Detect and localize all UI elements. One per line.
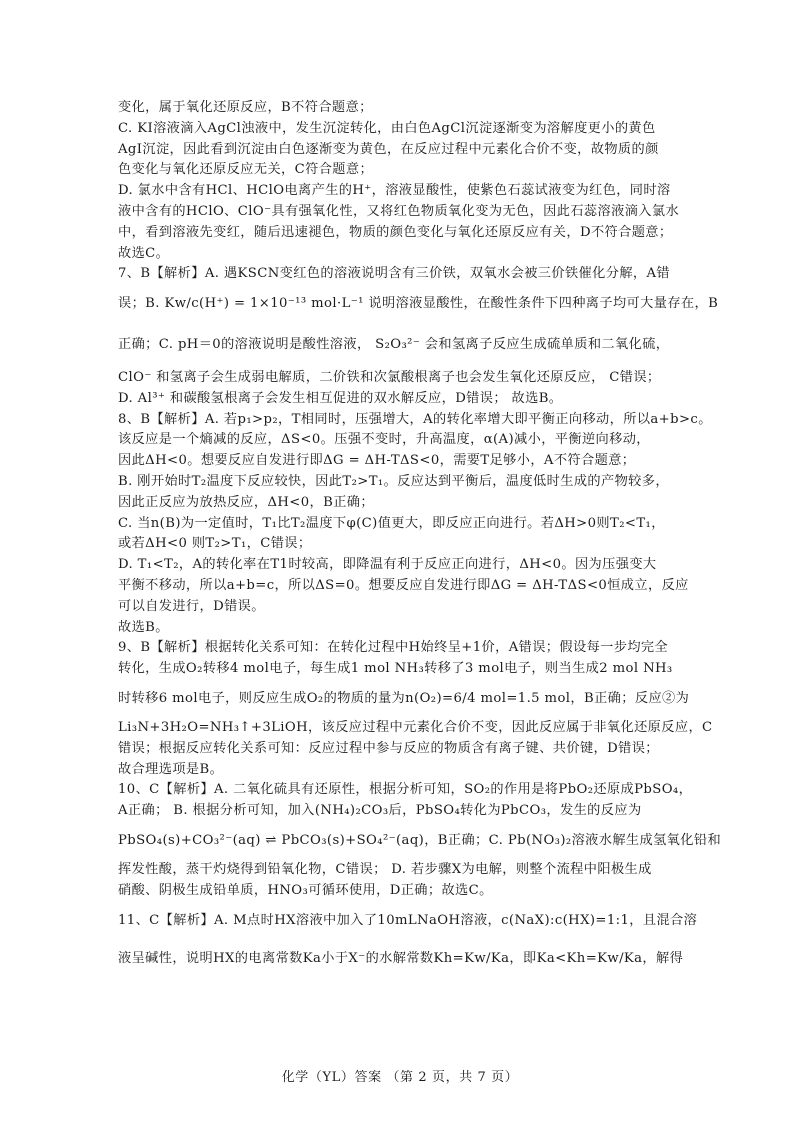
text-line: C. KI溶液滴入AgCl浊液中，发生沉淀转化，由白色AgCl沉淀逐渐变为溶解度更小的黄色 — [118, 120, 656, 136]
text-line: B. 刚开始时T₂温度下反应较快，因此T₂>T₁。反应达到平衡后，温度低时生成的产物较多， — [118, 473, 669, 489]
text-line: 变化，属于氧化还原反应，B不符合题意； — [118, 100, 373, 115]
text-line: 该反应是一个熵减的反应，ΔS<0。压强不变时，升高温度，α(A)减小，平衡逆向移动， — [118, 432, 650, 448]
text-line: 故合理选项是B。 — [118, 761, 224, 777]
text-line: AgI沉淀，因此看到沉淀由白色逐渐变为黄色，在反应过程中元素化合价不变，故物质的颜 — [118, 141, 659, 157]
text-line: 可以自发进行，D错误。 — [118, 598, 265, 614]
text-line: D. Al³⁺ 和碳酸氢根离子会发生相互促进的双水解反应，D错误； 故选B。 — [118, 390, 563, 406]
text-line: Li₃N+3H₂O=NH₃↑+3LiOH，该反应过程中元素化合价不变，因此反应属于非氧化还原反应，C — [118, 719, 713, 735]
text-line: 色变化与氧化还原反应无关，C符合题意； — [118, 162, 374, 178]
text-line: 9、B【解析】根据转化关系可知：在转化过程中H始终呈+1价，A错误；假设每一步均完全 — [118, 640, 669, 656]
text-line: 8、B【解析】A. 若p₁>p₂，T相同时，压强增大，A的转化率增大即平衡正向移动，所以a+b>c。 — [118, 411, 712, 427]
text-line: 故选C。 — [118, 245, 170, 261]
text-line: 11、C【解析】A. M点时HX溶液中加入了10mLNaOH溶液，c(NaX):c(HX)=1:1，且混合溶 — [118, 912, 698, 928]
text-line: 液中含有的HClO、ClO⁻具有强氧化性，又将红色物质氧化变为无色，因此石蕊溶液滴入氯水 — [118, 203, 680, 219]
text-line: 硝酸、阴极生成铅单质，HNO₃可循环使用，D正确；故选C。 — [118, 882, 493, 898]
text-line: 中，看到溶液先变红，随后迅速褪色，物质的颜色变化与氧化还原反应有关，D不符合题意； — [118, 224, 673, 240]
page-footer: 化学（YL）答案 （第 2 页，共 7 页） — [281, 1070, 519, 1085]
text-line: 液呈碱性，说明HX的电离常数Ka小于X⁻的水解常数Kh=Kw/Ka，即Ka<Kh=Kw/Ka，解得 — [118, 950, 684, 966]
text-line: D. T₁<T₂，A的转化率在T1时较高，即降温有利于反应正向进行，ΔH<0。因为压强变大 — [118, 557, 657, 573]
text-line: D. 氯水中含有HCl、HClO电离产生的H⁺，溶液显酸性，使紫色石蕊试液变为红色，同时溶 — [118, 183, 671, 199]
text-line: 因此正反应为放热反应，ΔH<0，B正确； — [118, 494, 374, 510]
text-line: C. 当n(B)为一定值时，T₁比T₂温度下φ(C)值更大，即反应正向进行。若ΔH>0则T₂<T₁， — [118, 515, 665, 531]
text-line: ClO⁻ 和氢离子会生成弱电解质，二价铁和次氯酸根离子也会发生氧化还原反应， C错误； — [118, 369, 661, 385]
answer-text — [118, 98, 722, 978]
text-line: PbSO₄(s)+CO₃²⁻(aq) ⇌ PbCO₃(s)+SO₄²⁻(aq)，B正确；C. Pb(NO₃)₂溶液水解生成氢氧化铅和 — [118, 832, 722, 848]
text-line: 平衡不移动，所以a+b=c，所以ΔS=0。想要反应自发进行即ΔG = ΔH-TΔS<0恒成立，反应 — [118, 577, 689, 593]
text-line: 故选B。 — [118, 619, 169, 635]
text-line: 正确；C. pH＝0的溶液说明是酸性溶液， S₂O₃²⁻ 会和氢离子反应生成硫单质和二氧化硫， — [118, 337, 670, 353]
text-line: 转化，生成O₂转移4 mol电子，每生成1 mol NH₃转移了3 mol电子，则当生成2 mol NH₃ — [118, 661, 673, 677]
text-line: 7、B【解析】A. 遇KSCN变红色的溶液说明含有三价铁，双氧水会被三价铁催化分解，A错 — [118, 266, 670, 282]
text-line: A正确； B. 根据分析可知，加入(NH₄)₂CO₃后，PbSO₄转化为PbCO₃，发生的反应为 — [118, 803, 642, 819]
text-line: 或若ΔH<0 则T₂>T₁，C错误； — [118, 536, 312, 552]
text-line: 挥发性酸，蒸干灼烧得到铅氧化物，C错误； D. 若步骤X为电解，则整个流程中阳极生成 — [118, 861, 652, 877]
text-line: 10、C【解析】A. 二氧化硫具有还原性，根据分析可知，SO₂的作用是将PbO₂还原成PbSO₄， — [118, 782, 693, 798]
text-line: 时转移6 mol电子，则反应生成O₂的物质的量为n(O₂)=6/4 mol=1.5 mol，B正确；反应②为 — [118, 690, 690, 706]
text-line: 误；B. Kw/c(H⁺) = 1×10⁻¹³ mol·L⁻¹ 说明溶液显酸性，在酸性条件下四种离子均可大量存在，B — [118, 296, 719, 312]
text-line: 错误；根据反应转化关系可知：反应过程中参与反应的物质含有离子键、共价键，D错误； — [118, 740, 659, 756]
text-line: 因此ΔH<0。想要反应自发进行即ΔG = ΔH-TΔS<0，需要T足够小，A不符合题意； — [118, 453, 636, 469]
